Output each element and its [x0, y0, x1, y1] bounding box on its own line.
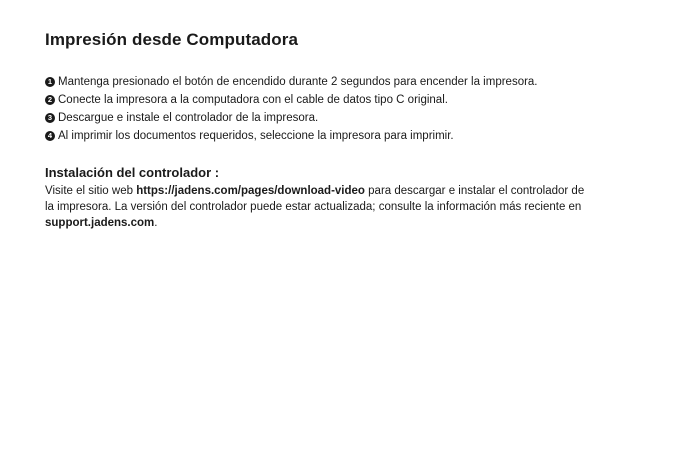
paragraph-text: .	[154, 217, 158, 229]
step-text: Mantenga presionado el botón de encendido durante 2 segundos para encender la impresora.	[58, 76, 538, 88]
step-item	[45, 91, 605, 109]
driver-installation-heading: Instalación del controlador :	[45, 165, 220, 180]
step-item	[45, 127, 605, 145]
step-text: Conecte la impresora a la computadora con el cable de datos tipo C original.	[58, 94, 448, 106]
step-number-badge: 1	[45, 77, 55, 87]
step-number-badge: 2	[45, 95, 55, 105]
page-title: Impresión desde Computadora	[45, 30, 299, 49]
steps-list	[45, 73, 605, 145]
step-item	[45, 73, 605, 91]
step-item	[45, 109, 605, 127]
support-link[interactable]: support.jadens.com	[45, 217, 155, 229]
download-link[interactable]: https://jadens.com/pages/download-video	[136, 185, 365, 197]
driver-installation-paragraph	[45, 183, 590, 231]
paragraph-text: para descargar e instalar el controlador de la impresora. La versión del controlador puede estar actualizada; consulte la información más reciente en	[45, 185, 585, 213]
step-text: Descargue e instale el controlador de la impresora.	[58, 112, 319, 124]
document-page	[45, 30, 605, 231]
paragraph-text: Visite el sitio web	[45, 185, 137, 197]
step-text: Al imprimir los documentos requeridos, seleccione la impresora para imprimir.	[58, 130, 454, 142]
step-number-badge: 3	[45, 113, 55, 123]
step-number-badge: 4	[45, 131, 55, 141]
